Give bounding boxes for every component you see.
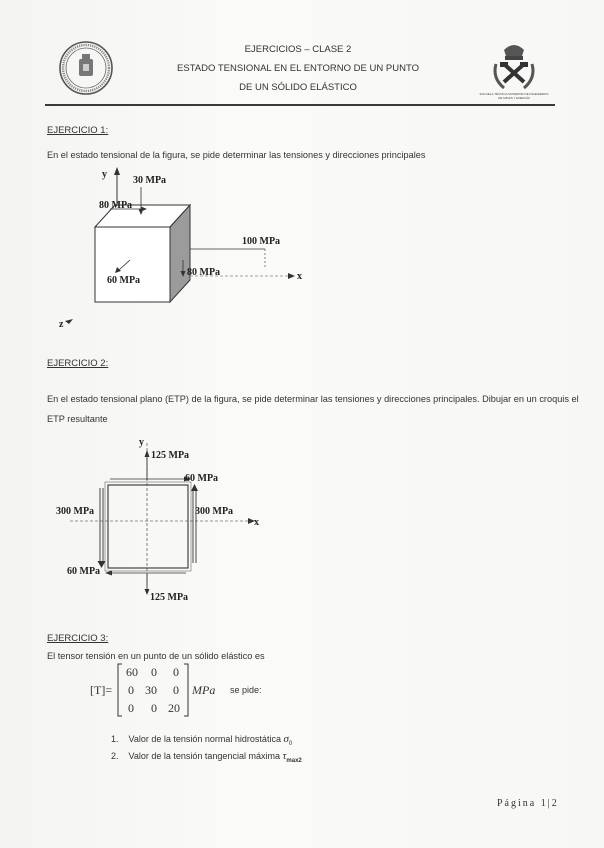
header-title: EJERCICIOS – CLASE 2 [244,44,352,55]
ex2-label-top125: 125 MPa [151,450,190,461]
ex1-text: En el estado tensional de la figura, se pide determinar las tensiones y direcciones principales [47,150,426,160]
ex1-figure [55,165,315,335]
tensor-matrix [88,663,348,718]
ex1-label-z: z [59,319,64,330]
m-11: 60 [126,665,138,679]
ex2-heading: EJERCICIO 2: [47,358,109,369]
ex2-text-1: En el estado tensional plano (ETP) de la figura, se pide determinar las tensiones y direcciones principales. Dibujar en un croquis el [47,394,579,404]
item-2-text: Valor de la tensión tangencial máxima [128,751,280,761]
ex1-label-y: y [102,169,107,180]
header-rule [45,104,555,106]
item-1-sym: σ [283,733,289,745]
m-32: 0 [151,701,157,715]
item-1-text: Valor de la tensión normal hidrostática [128,734,281,744]
ex2-label-bottom60: 60 MPa [67,566,101,577]
m-13: 0 [173,665,179,679]
ex2-label-x: x [254,517,259,528]
tensor-unit: MPa [192,683,216,697]
m-23: 0 [173,683,179,697]
ex1-label-30: 30 MPa [133,175,167,186]
ex3-heading: EJERCICIO 3: [47,633,109,644]
ex2-label-bottom125: 125 MPa [150,592,189,603]
tensor-tail: se pide: [230,685,262,695]
ex1-label-x: x [297,271,302,282]
ex2-figure [50,433,280,608]
ex1-label-100: 100 MPa [242,236,281,247]
ex1-label-60: 60 MPa [107,275,141,286]
m-33: 20 [168,701,180,715]
m-12: 0 [151,665,157,679]
ex3-text: El tensor tensión en un punto de un sólido elástico es [47,651,265,661]
ex1-label-80a: 80 MPa [99,200,133,211]
item-1-sub: 0 [288,740,293,747]
ex2-label-y: y [139,437,144,448]
ex2-text-2: ETP resultante [47,414,108,424]
ex3-item-2 [111,750,302,764]
header [0,0,604,110]
ex2-label-top60: 60 MPa [185,473,219,484]
item-2-num: 2. [111,751,119,761]
page-number: Página 1|2 [497,798,559,809]
header-subtitle-1: ESTADO TENSIONAL EN EL ENTORNO DE UN PUNTO [177,63,419,74]
ex1-label-80b: 80 MPa [187,267,221,278]
ex3-item-1 [111,733,292,747]
ex1-heading: EJERCICIO 1: [47,125,109,136]
m-21: 0 [128,683,134,697]
header-subtitle-2: DE UN SÓLIDO ELÁSTICO [239,82,357,93]
school-crest-icon [478,38,550,100]
ex2-label-left300: 300 MPa [56,506,95,517]
item-2-sym: τ [282,750,287,762]
tensor-symbol: [T]= [90,683,113,697]
item-1-num: 1. [111,734,119,744]
ex2-label-right300: 300 MPa [195,506,234,517]
item-2-sub: max2 [286,757,302,764]
m-31: 0 [128,701,134,715]
m-22: 30 [145,683,157,697]
school-caption: ESCUELA TÉCNICA SUPERIOR DE INGENIEROS DE MINAS Y ENERGÍA [479,92,549,100]
